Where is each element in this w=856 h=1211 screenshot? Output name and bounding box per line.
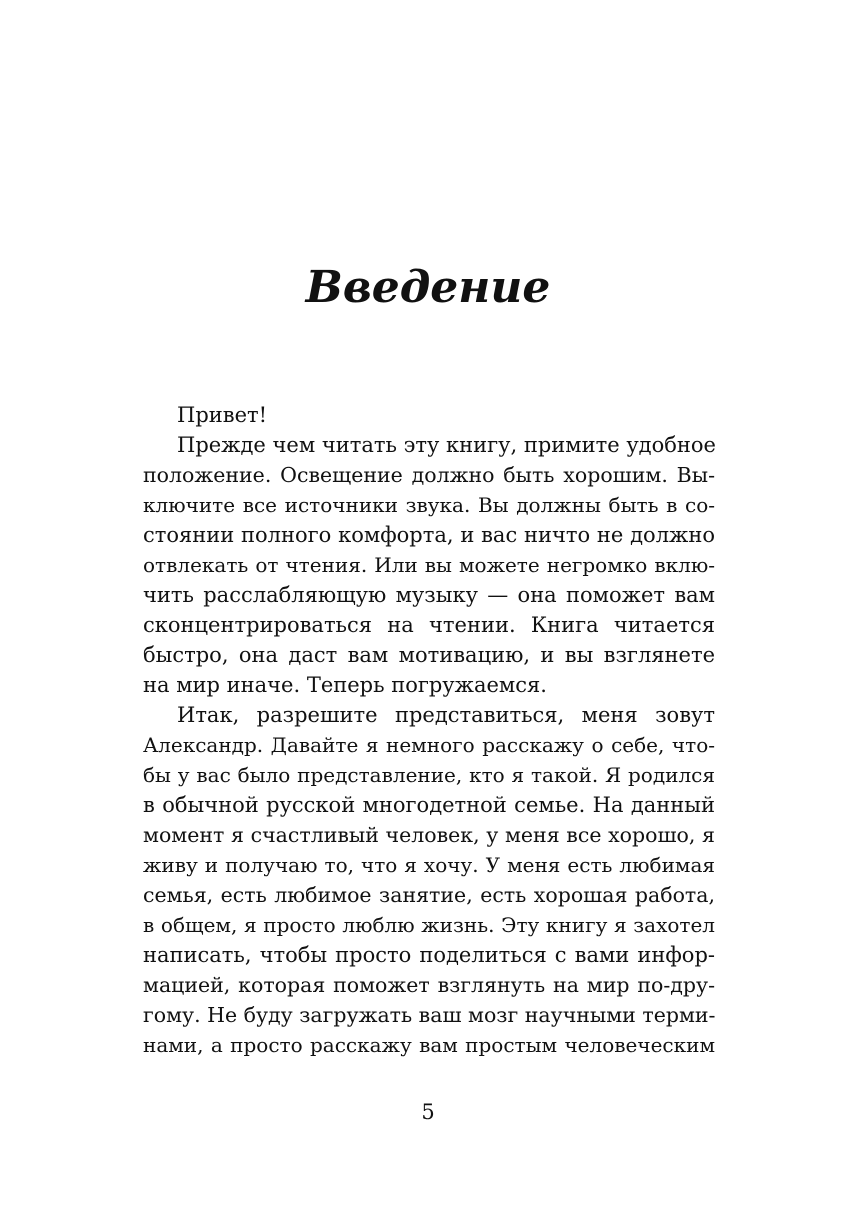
text-line: нами, а просто расскажу вам простым человеческим xyxy=(143,1033,715,1057)
text-line: сконцентрироваться на чтении. Книга читается xyxy=(143,613,715,637)
text-line: чить расслабляющую музыку — она поможет вам xyxy=(143,583,715,607)
text-line: написать, чтобы просто поделиться с вами инфор- xyxy=(143,943,715,967)
chapter-title: Введение xyxy=(305,262,551,313)
page-number: 5 xyxy=(421,1100,435,1124)
text-line: быстро, она даст вам мотивацию, и вы взглянете xyxy=(143,643,715,667)
text-line: отвлекать от чтения. Или вы можете негромко вклю- xyxy=(143,553,715,577)
text-line: ключите все источники звука. Вы должны быть в со- xyxy=(143,493,715,517)
text-line: гому. Не буду загружать ваш мозг научными терми- xyxy=(143,1003,716,1027)
text-line: в обычной русской многодетной семье. На данный xyxy=(143,793,715,817)
text-line: живу и получаю то, что я хочу. У меня есть любимая xyxy=(143,853,715,877)
text-line: Итак, разрешите представиться, меня зовут xyxy=(177,703,715,727)
text-line: Прежде чем читать эту книгу, примите удобное xyxy=(177,433,716,457)
text-line: бы у вас было представление, кто я такой. Я родился xyxy=(143,763,715,787)
text-line: на мир иначе. Теперь погружаемся. xyxy=(143,673,547,697)
text-line: мацией, которая поможет взглянуть на мир по-дру- xyxy=(143,973,715,997)
text-line: стоянии полного комфорта, и вас ничто не должно xyxy=(143,523,715,547)
text-line: момент я счастливый человек, у меня все хорошо, я xyxy=(143,823,715,847)
text-line: семья, есть любимое занятие, есть хорошая работа, xyxy=(143,883,715,907)
body-text xyxy=(143,400,715,1060)
text-line: в общем, я просто люблю жизнь. Эту книгу я захотел xyxy=(143,913,715,937)
text-line: Александр. Давайте я немного расскажу о себе, что- xyxy=(143,733,715,757)
text-line: Привет! xyxy=(177,403,268,427)
text-line: положение. Освещение должно быть хорошим. Вы- xyxy=(143,463,715,487)
